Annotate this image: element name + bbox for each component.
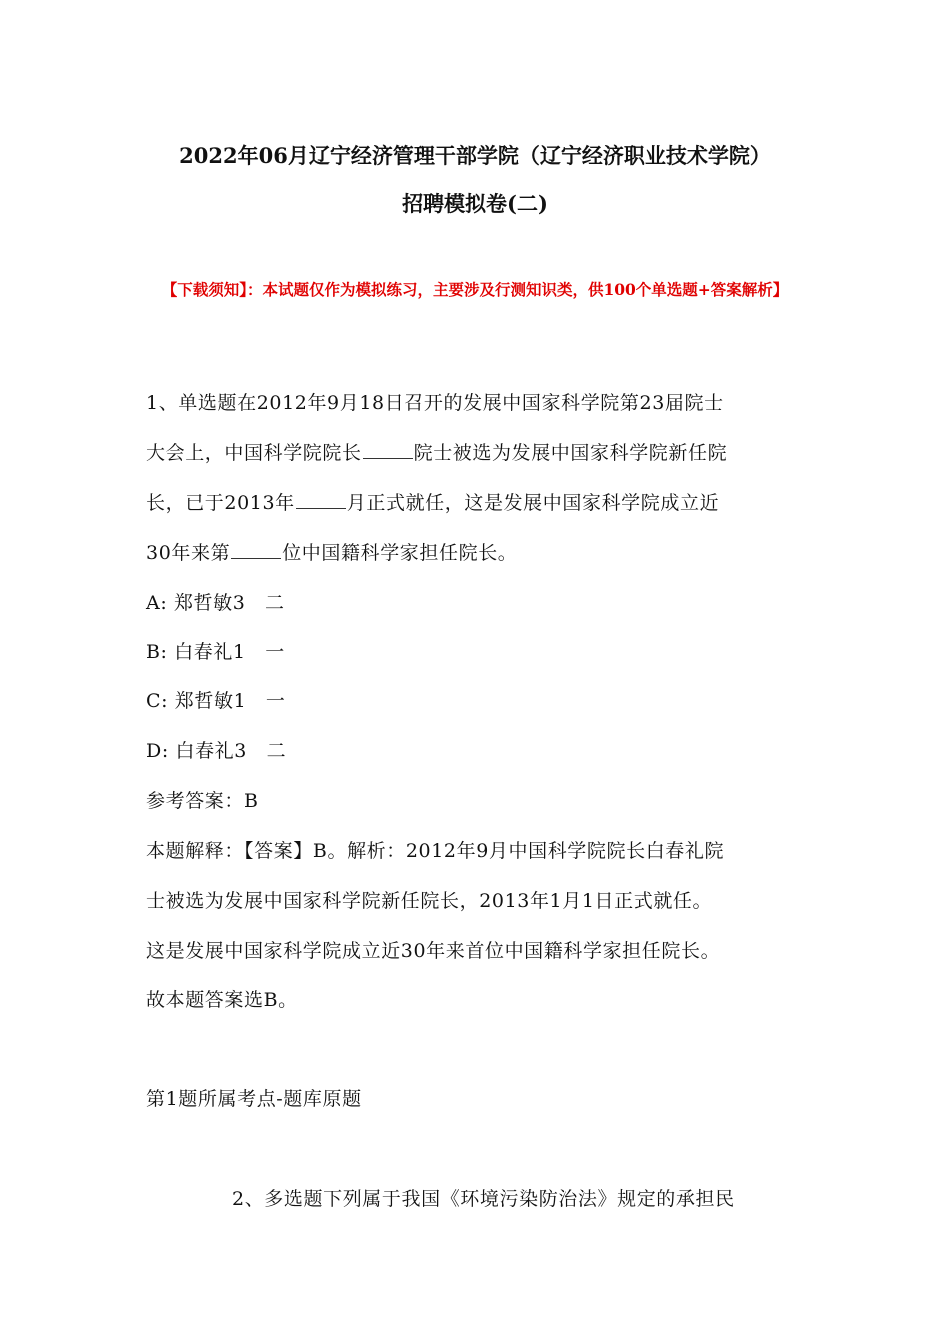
explanation-line2: 士被选为发展中国家科学院新任院长，2013年1月1日正式就任。 [146,890,713,912]
question1-line1: 1、单选题在2012年9月18日召开的发展中国家科学院第23届院士 [146,392,724,414]
question1-line4-end: 位中国籍科学家担任院长。 [282,542,518,564]
option-d: D: 白春礼3 二 [146,740,287,762]
answer-blank-3 [231,557,281,559]
question1-knowledge-point: 第1题所属考点-题库原题 [146,1088,362,1110]
question1-line3-start: 长，已于2013年 [146,492,295,514]
answer-blank-1 [363,457,413,459]
answer-blank-2 [296,507,346,509]
reference-answer: 参考答案：B [146,790,259,812]
question1-line2-end: 院士被选为发展中国家科学院新任院 [413,442,728,464]
download-notice: 【下载须知】：本试题仅作为模拟练习，主要涉及行测知识类，供100个单选题+答案解析】 [161,280,789,299]
explanation-line4: 故本题答案选B。 [146,989,298,1011]
question1-line4 [146,538,517,565]
question1-line2 [146,438,727,465]
document-title-line1: 2022年06月辽宁经济管理干部学院（辽宁经济职业技术学院） [179,143,771,168]
option-c: C: 郑哲敏1 一 [146,690,286,712]
question1-line3 [146,488,719,515]
document-title-line2: 招聘模拟卷(二) [402,191,548,216]
explanation-line3: 这是发展中国家科学院成立近30年来首位中国籍科学家担任院长。 [146,940,721,962]
question1-line4-start: 30年来第 [146,542,231,564]
question2-line1: 2、多选题下列属于我国《环境污染防治法》规定的承担民 [232,1188,735,1210]
option-b: B: 白春礼1 一 [146,641,285,663]
option-a: A: 郑哲敏3 二 [146,592,285,614]
question1-line3-end: 月正式就任，这是发展中国家科学院成立近 [346,492,720,514]
question1-line2-start: 大会上，中国科学院院长 [146,442,362,464]
explanation-line1: 本题解释：【答案】B。解析：2012年9月中国科学院院长白春礼院 [146,840,725,862]
